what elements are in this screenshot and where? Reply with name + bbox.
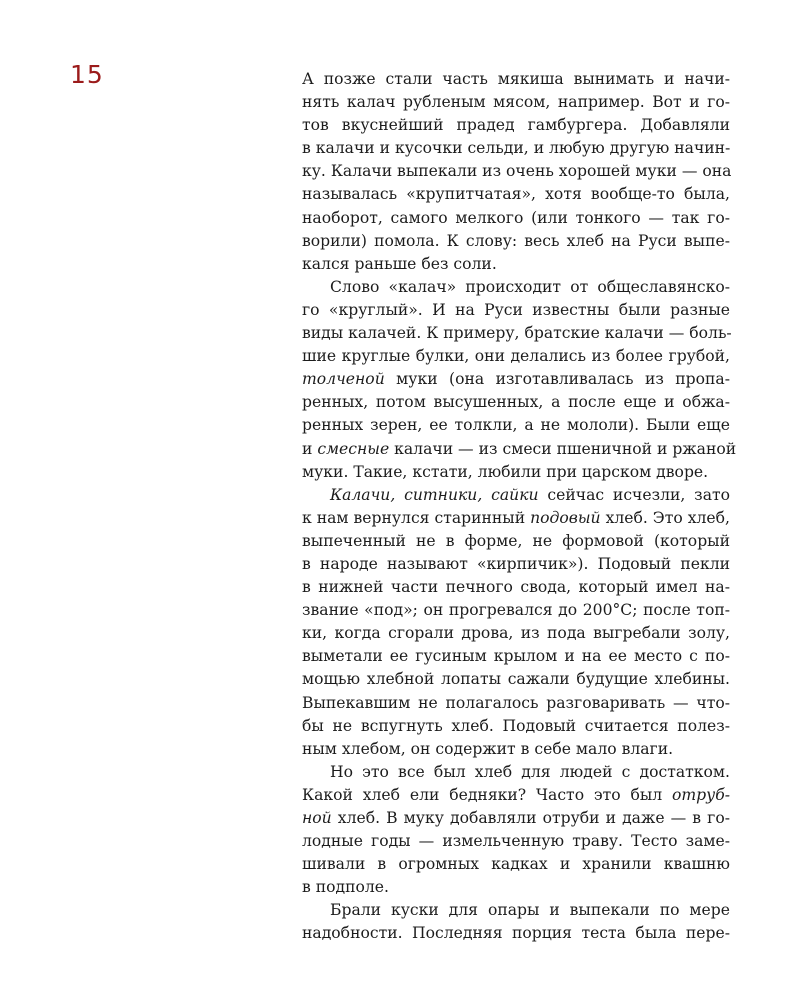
text-segment: шие круглые булки, они делались из более грубой, [302,347,730,366]
text-segment: кался раньше без соли. [302,254,497,273]
text-segment: хлеб. Это хлеб, [600,508,730,527]
text-line [302,91,730,114]
text-line [302,784,730,807]
text-line [302,715,730,738]
text-line [302,622,730,645]
text-segment: к нам вернулся старинный [302,508,531,527]
text-segment: Выпекавшим не полагалось разговаривать — что- [302,693,730,712]
text-line [302,207,730,230]
text-segment: муки. Такие, кстати, любили при царском дворе. [302,462,709,481]
text-segment: в народе называют «кирпичик»). Подовый пекли [302,554,730,573]
text-line [302,599,730,622]
text-line [302,899,730,922]
text-line [302,738,730,761]
text-segment: тов вкуснейший прадед гамбургера. Добавляли [302,116,730,135]
text-segment: в калачи и кусочки сельди, и любую другую начин- [302,139,731,158]
text-segment: шивали в огромных кадках и хранили квашню [302,855,730,874]
text-segment: муки (она изготавливалась из пропа- [384,370,730,389]
text-line [302,761,730,784]
text-line [302,114,730,137]
text-segment: Но это все был хлеб для людей с достатком. [330,762,730,781]
text-line [302,484,730,507]
italic-term: Калачи, ситники, сайки [330,485,539,504]
text-line [302,276,730,299]
text-line [302,830,730,853]
italic-term: ной [302,809,332,827]
text-segment: ку. Калачи выпекали из очень хорошей муки — она [302,162,732,181]
text-segment: хлеб. В муку добавляли отруби и даже — в го- [331,809,730,827]
text-line [302,530,730,553]
page-number: 15 [70,60,104,89]
text-segment: в подполе. [302,878,389,897]
text-segment: сейчас исчезли, зато [538,485,731,504]
italic-term: толченой [302,370,385,389]
text-segment: ным хлебом, он содержит в себе мало влаги. [302,739,674,758]
text-segment: в нижней части печного свода, который имел на- [302,578,730,597]
text-segment: калачи — из смеси пшеничной и ржаной [389,439,737,458]
text-line [302,853,730,876]
text-line [302,553,730,576]
text-segment: ренных зерен, ее толкли, а не мололи). Были еще [302,416,730,435]
text-segment: А позже стали часть мякиша вынимать и начи- [302,70,730,88]
text-line [302,322,730,345]
text-line [302,299,730,322]
italic-term: подовый [530,508,601,527]
italic-term: отруб- [672,785,730,804]
text-line [302,692,730,715]
text-segment: виды калачей. К примеру, братские калачи — боль- [302,324,732,343]
italic-term: смесные [317,439,390,458]
body-text [302,68,737,946]
text-segment: го «круглый». И на Руси известны были разные [302,300,730,319]
text-segment: выпеченный не в форме, не формовой (который [302,531,730,550]
text-segment: выметали ее гусиным крылом и на ее место с по- [302,647,730,666]
text-line [302,461,730,484]
text-line [302,183,730,206]
text-line [302,137,730,160]
text-segment: надобности. Последняя порция теста была пере- [302,924,730,943]
text-segment: наоборот, самого мелкого (или тонкого — так го- [302,208,730,227]
text-segment: ренных, потом высушенных, а после еще и обжа- [302,393,730,412]
text-line [302,345,730,368]
text-segment: мощью хлебной лопаты сажали будущие хлебины. [302,670,730,689]
text-line [302,876,730,899]
text-segment: нять калач рубленым мясом, например. Вот и го- [302,93,730,112]
text-line [302,253,730,276]
text-segment: Какой хлеб ели бедняки? Часто это был [302,785,672,804]
text-line [302,160,730,183]
text-line [302,68,730,91]
text-line [302,368,730,391]
text-segment: ворили) помола. К слову: весь хлеб на Руси выпе- [302,231,730,250]
text-segment: бы не вспугнуть хлеб. Подовый считается полез- [302,716,730,735]
text-segment: звание «под»; он прогревался до 200°С; после топ- [302,601,730,620]
text-segment: называлась «крупитчатая», хотя вообще-то была, [302,185,730,204]
text-segment: ки, когда сгорали дрова, из пода выгребали золу, [302,624,730,643]
text-line [302,668,730,691]
text-line [302,807,730,830]
text-segment: и [302,439,318,458]
text-line [302,391,730,414]
text-segment: Слово «калач» происходит от общеславянско- [330,277,730,296]
text-line [302,438,737,461]
text-segment: Брали куски для опары и выпекали по мере [330,901,730,920]
text-line [302,507,730,530]
text-line [302,230,730,253]
text-line [302,922,730,945]
text-line [302,414,730,437]
text-line [302,645,730,668]
text-line [302,576,730,599]
text-segment: лодные годы — измельченную траву. Тесто заме- [302,832,730,851]
